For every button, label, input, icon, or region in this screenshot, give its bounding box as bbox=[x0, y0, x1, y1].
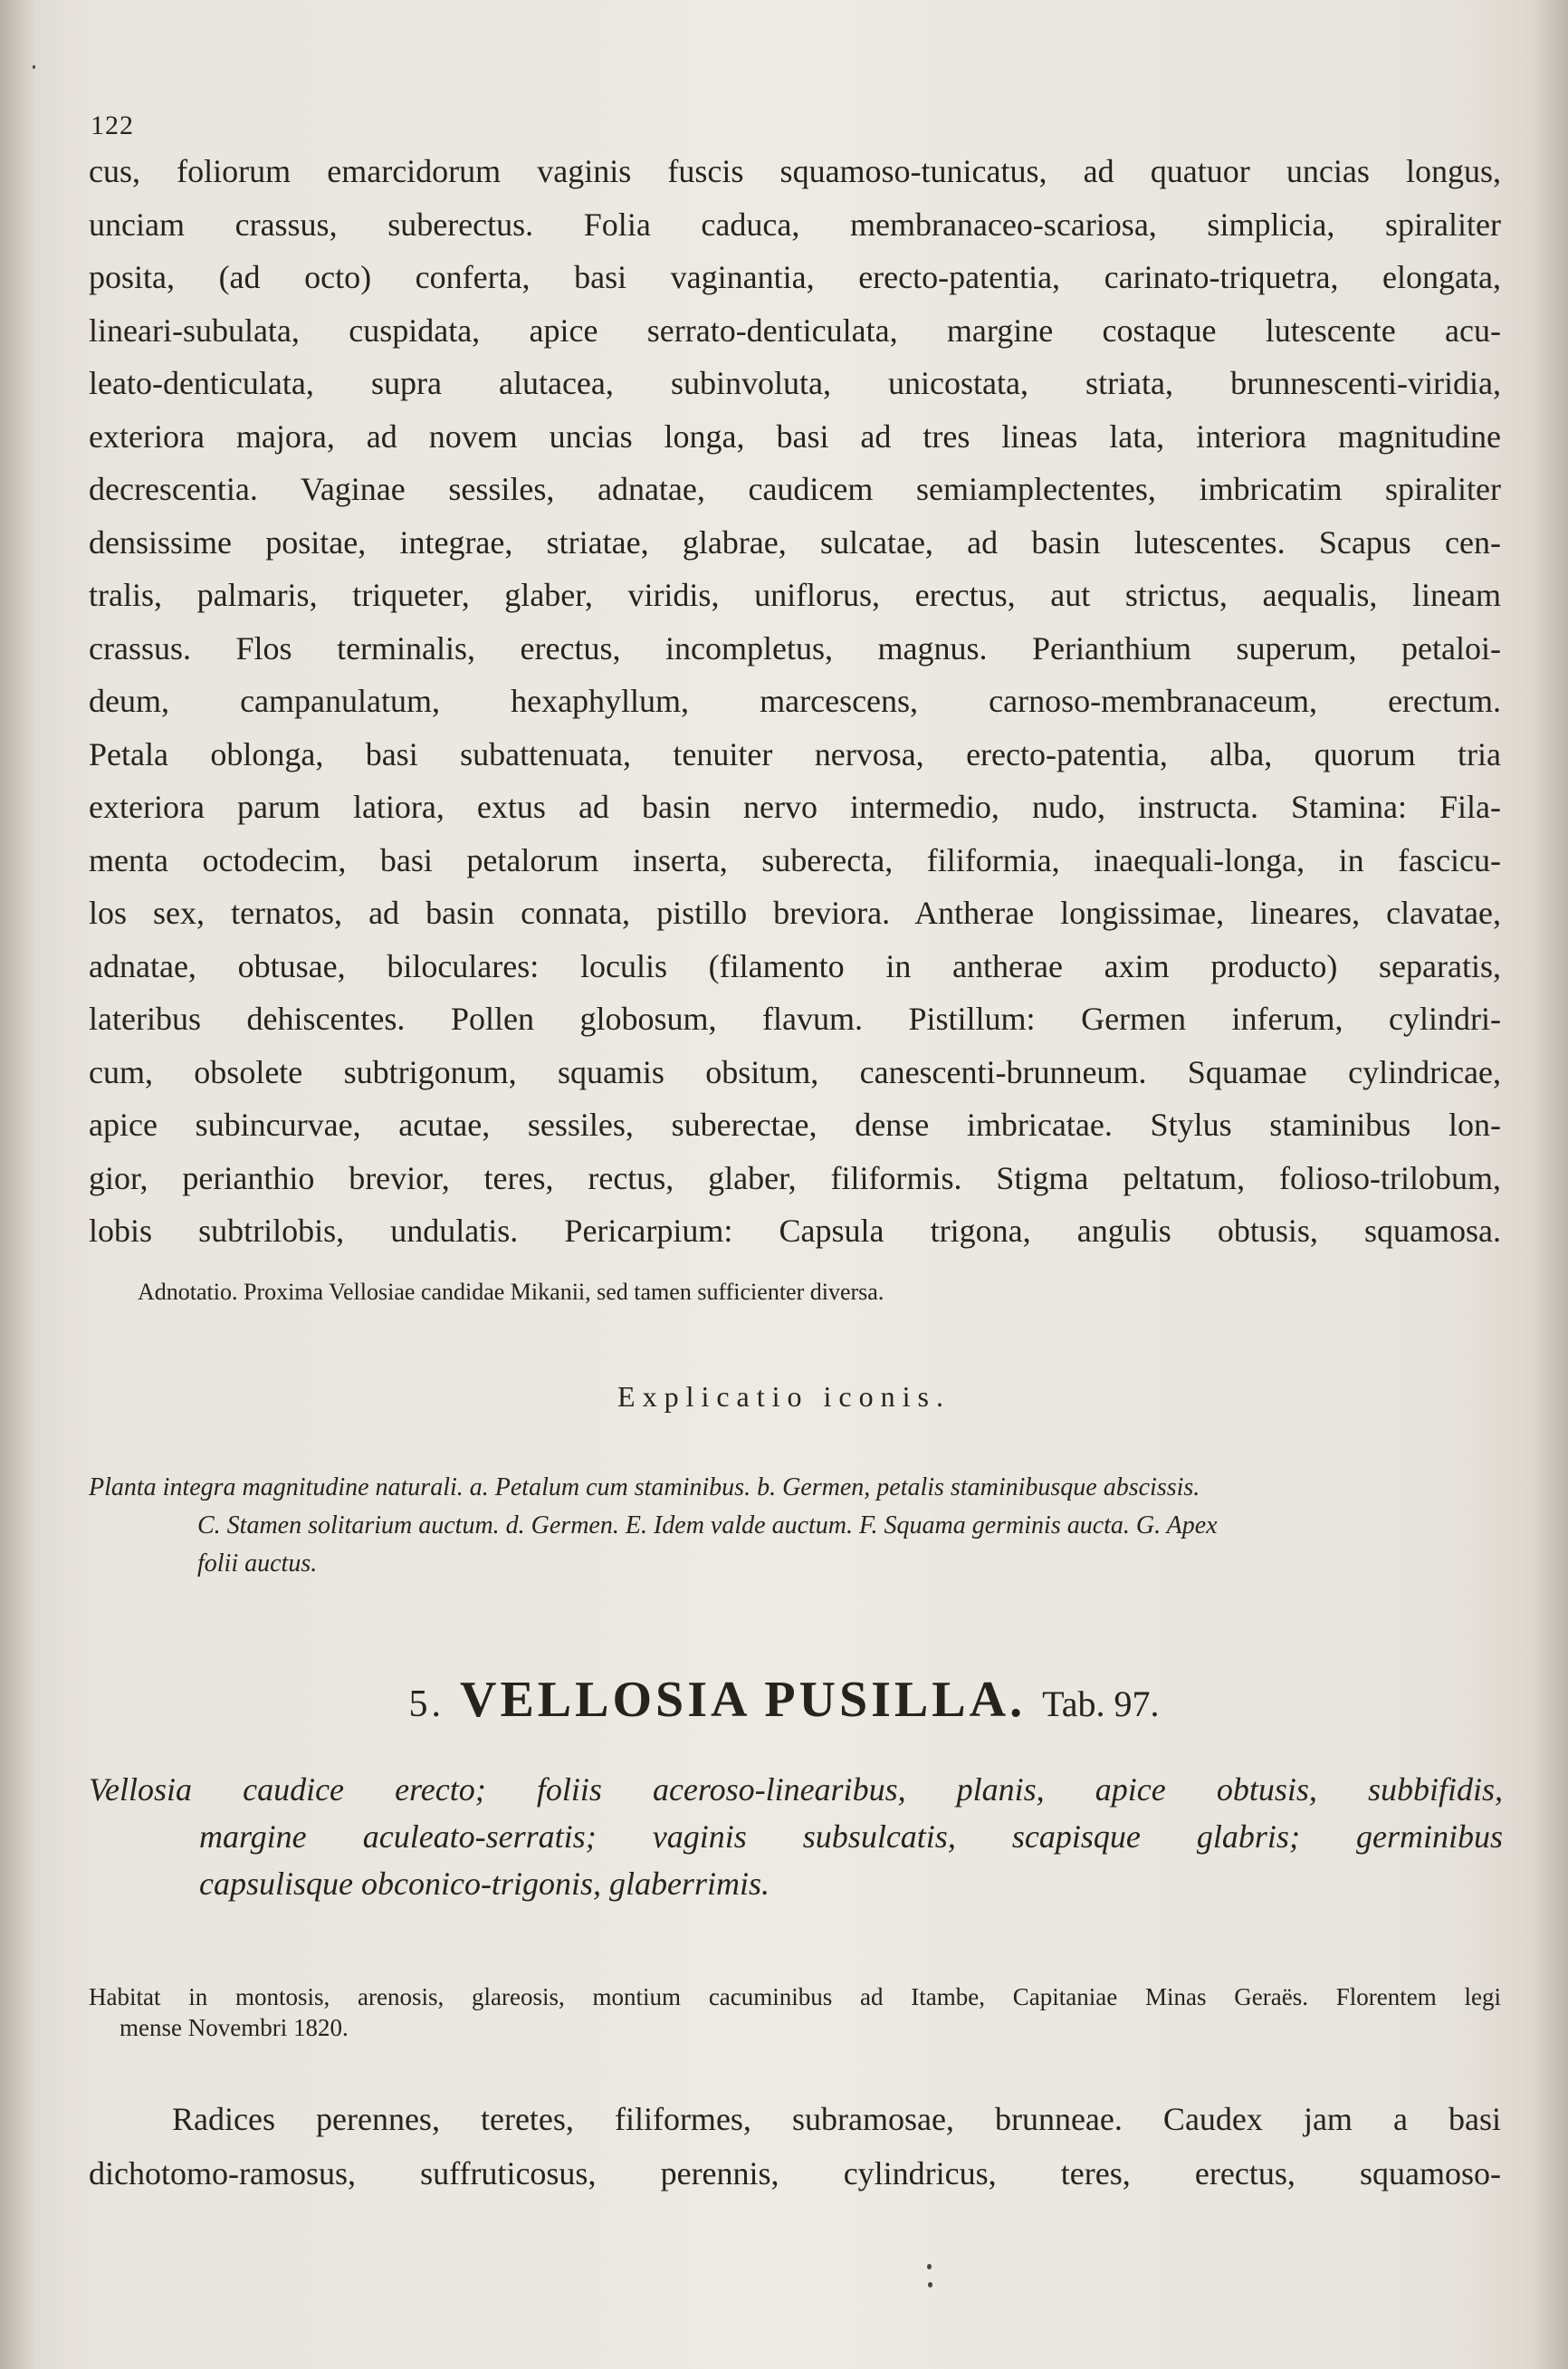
species-diagnosis bbox=[89, 1766, 1503, 1907]
text-line: menta octodecim, basi petalorum inserta, suberecta, filiformia, inaequali-longa, in fascicu- bbox=[89, 841, 1501, 878]
text-line: posita, (ad octo) conferta, basi vaginantia, erecto-patentia, carinato-triquetra, elongata, bbox=[89, 259, 1501, 295]
text-line: unciam crassus, suberectus. Folia caduca, membranaceo-scariosa, simplicia, spiraliter bbox=[89, 206, 1501, 243]
right-edge-shadow bbox=[1532, 0, 1568, 2369]
text-line: deum, campanulatum, hexaphyllum, marcescens, carnoso-membranaceum, erectum. bbox=[89, 683, 1501, 719]
text-line: los sex, ternatos, ad basin connata, pistillo breviora. Antherae longissimae, lineares, clavatae, bbox=[89, 895, 1501, 931]
text-line: lobis subtrilobis, undulatis. Pericarpium: Capsula trigona, angulis obtusis, squamosa. bbox=[89, 1213, 1501, 1249]
diagnosis-line: margine aculeato-serratis; vaginis subsulcatis, scapisque glabris; germinibus bbox=[199, 1818, 1503, 1855]
species-number: 5. bbox=[408, 1683, 445, 1725]
explanation-line: C. Stamen solitarium auctum. d. Germen. E. Idem valde auctum. F. Squama germinis aucta. G. Apex bbox=[197, 1511, 1218, 1539]
text-line: lateribus dehiscentes. Pollen globosum, flavum. Pistillum: Germen inferum, cylindri- bbox=[89, 1001, 1501, 1037]
habitat-note bbox=[89, 1981, 1501, 2043]
left-edge-shadow bbox=[0, 0, 36, 2369]
annotation-note: Adnotatio. Proxima Vellosiae candidae Mikanii, sed tamen sufficienter diversa. bbox=[138, 1279, 884, 1305]
text-line: cum, obsolete subtrigonum, squamis obsitum, canescenti-brunneum. Squamae cylindricae, bbox=[89, 1053, 1501, 1090]
species-name: VELLOSIA PUSILLA. bbox=[460, 1672, 1027, 1728]
text-line: densissime positae, integrae, striatae, glabrae, sulcatae, ad basin lutescentes. Scapus cen- bbox=[89, 523, 1501, 561]
plate-reference: Tab. 97. bbox=[1042, 1683, 1160, 1724]
diagnosis-line: Vellosia caudice erecto; foliis aceroso-linearibus, planis, apice obtusis, subbifidis, bbox=[89, 1771, 1503, 1808]
habitat-line: Habitat in montosis, arenosis, glareosis, montium cacuminibus ad Itambe, Capitaniae Minas Geraës. Florentem legi bbox=[89, 1983, 1501, 2010]
text-line: leato-denticulata, supra alutacea, subinvoluta, unicostata, striata, brunnescenti-viridia, bbox=[89, 365, 1501, 401]
radices-text bbox=[89, 2092, 1501, 2201]
text-line: tralis, palmaris, triqueter, glaber, viridis, uniflorus, erectus, aut strictus, aequalis, lineam bbox=[89, 577, 1501, 613]
figure-explanation bbox=[89, 1469, 1501, 1583]
text-line: apice subincurvae, acutae, sessiles, suberectae, dense imbricatae. Stylus staminibus lon- bbox=[89, 1107, 1501, 1143]
ink-speck bbox=[927, 2264, 932, 2269]
page-number: 122 bbox=[91, 110, 134, 140]
text-line: exteriora majora, ad novem uncias longa, basi ad tres lineas lata, interiora magnitudine bbox=[89, 417, 1501, 455]
diagnosis-line: capsulisque obconico-trigonis, glaberrimis. bbox=[199, 1865, 770, 1902]
text-line: exteriora parum latiora, extus ad basin nervo intermedio, nudo, instructa. Stamina: Fila- bbox=[89, 789, 1501, 825]
text-line: dichotomo-ramosus, suffruticosus, perennis, cylindricus, teres, erectus, squamoso- bbox=[89, 2155, 1501, 2192]
text-line: adnatae, obtusae, biloculares: loculis (filamento in antherae axim producto) separatis, bbox=[89, 947, 1501, 984]
explanation-line: folii auctus. bbox=[197, 1549, 318, 1578]
ink-speck bbox=[928, 2282, 932, 2287]
text-line: crassus. Flos terminalis, erectus, incompletus, magnus. Perianthium superum, petaloi- bbox=[89, 629, 1501, 667]
description-text bbox=[89, 145, 1501, 1258]
text-line: decrescentia. Vaginae sessiles, adnatae, caudicem semiamplectentes, imbricatim spiraliter bbox=[89, 471, 1501, 507]
text-line: lineari-subulata, cuspidata, apice serrato-denticulata, margine costaque lutescente acu- bbox=[89, 312, 1501, 349]
explanation-line: Planta integra magnitudine naturali. a. Petalum cum staminibus. b. Germen, petalis staminibusque abscissis. bbox=[89, 1473, 1200, 1501]
species-heading bbox=[0, 1671, 1568, 1729]
text-line: Radices perennes, teretes, filiformes, subramosae, brunneae. Caudex jam a basi bbox=[172, 2101, 1501, 2137]
text-line: Petala oblonga, basi subattenuata, tenuiter nervosa, erecto-patentia, alba, quorum tria bbox=[89, 735, 1501, 772]
text-line: gior, perianthio brevior, teres, rectus, glaber, filiformis. Stigma peltatum, folioso-trilobum, bbox=[89, 1159, 1501, 1196]
habitat-line: mense Novembri 1820. bbox=[120, 2014, 349, 2041]
explicatio-heading: Explicatio iconis. bbox=[617, 1380, 951, 1413]
ink-speck bbox=[33, 65, 35, 69]
text-line: cus, foliorum emarcidorum vaginis fuscis squamoso-tunicatus, ad quatuor uncias longus, bbox=[89, 153, 1501, 189]
